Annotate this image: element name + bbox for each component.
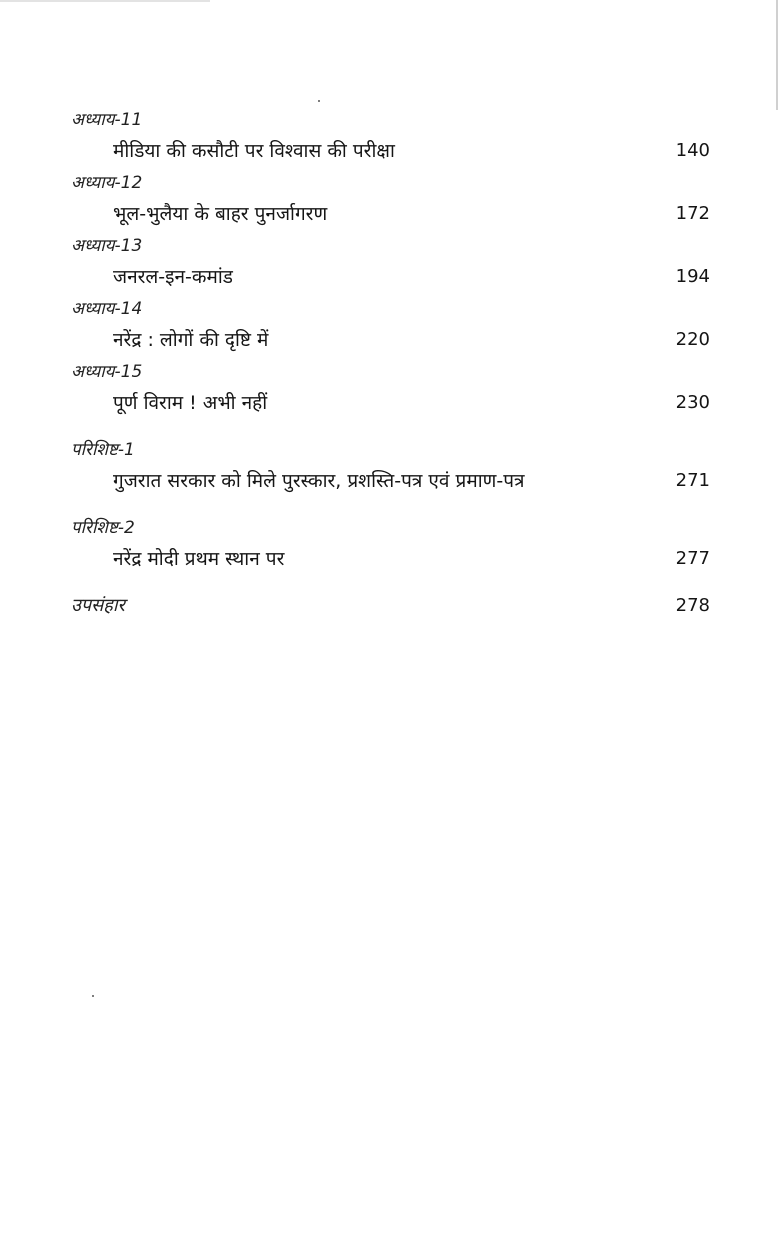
- page-number: 278: [675, 595, 710, 616]
- chapter-title: पूर्ण विराम ! अभी नहीं: [113, 392, 268, 414]
- page-number: 220: [675, 329, 710, 350]
- scan-edge-top: [0, 0, 210, 2]
- chapter-label: अध्याय-11: [71, 110, 143, 130]
- appendix-label: परिशिष्ट-2: [71, 518, 135, 538]
- page-number: 172: [675, 203, 710, 224]
- appendix-title: नरेंद्र मोदी प्रथम स्थान पर: [113, 548, 285, 570]
- chapter-title: नरेंद्र : लोगों की दृष्टि में: [113, 329, 269, 351]
- scan-speck: [318, 100, 320, 102]
- chapter-label: अध्याय-15: [71, 362, 143, 382]
- chapter-title: जनरल-इन-कमांड: [113, 266, 233, 288]
- scan-speck: [92, 995, 94, 997]
- page-number: 194: [675, 266, 710, 287]
- chapter-title: भूल-भुलैया के बाहर पुनर्जागरण: [113, 203, 328, 225]
- appendix-title: गुजरात सरकार को मिले पुरस्कार, प्रशस्ति-पत्र एवं प्रमाण-पत्र: [113, 470, 525, 492]
- page-number: 271: [675, 470, 710, 491]
- chapter-label: अध्याय-12: [71, 173, 143, 193]
- chapter-title: मीडिया की कसौटी पर विश्वास की परीक्षा: [113, 140, 395, 162]
- chapter-label: अध्याय-13: [71, 236, 143, 256]
- page-number: 140: [675, 140, 710, 161]
- chapter-label: अध्याय-14: [71, 299, 143, 319]
- page-number: 230: [675, 392, 710, 413]
- epilogue-label: उपसंहार: [71, 595, 125, 616]
- appendix-label: परिशिष्ट-1: [71, 440, 135, 460]
- page-number: 277: [675, 548, 710, 569]
